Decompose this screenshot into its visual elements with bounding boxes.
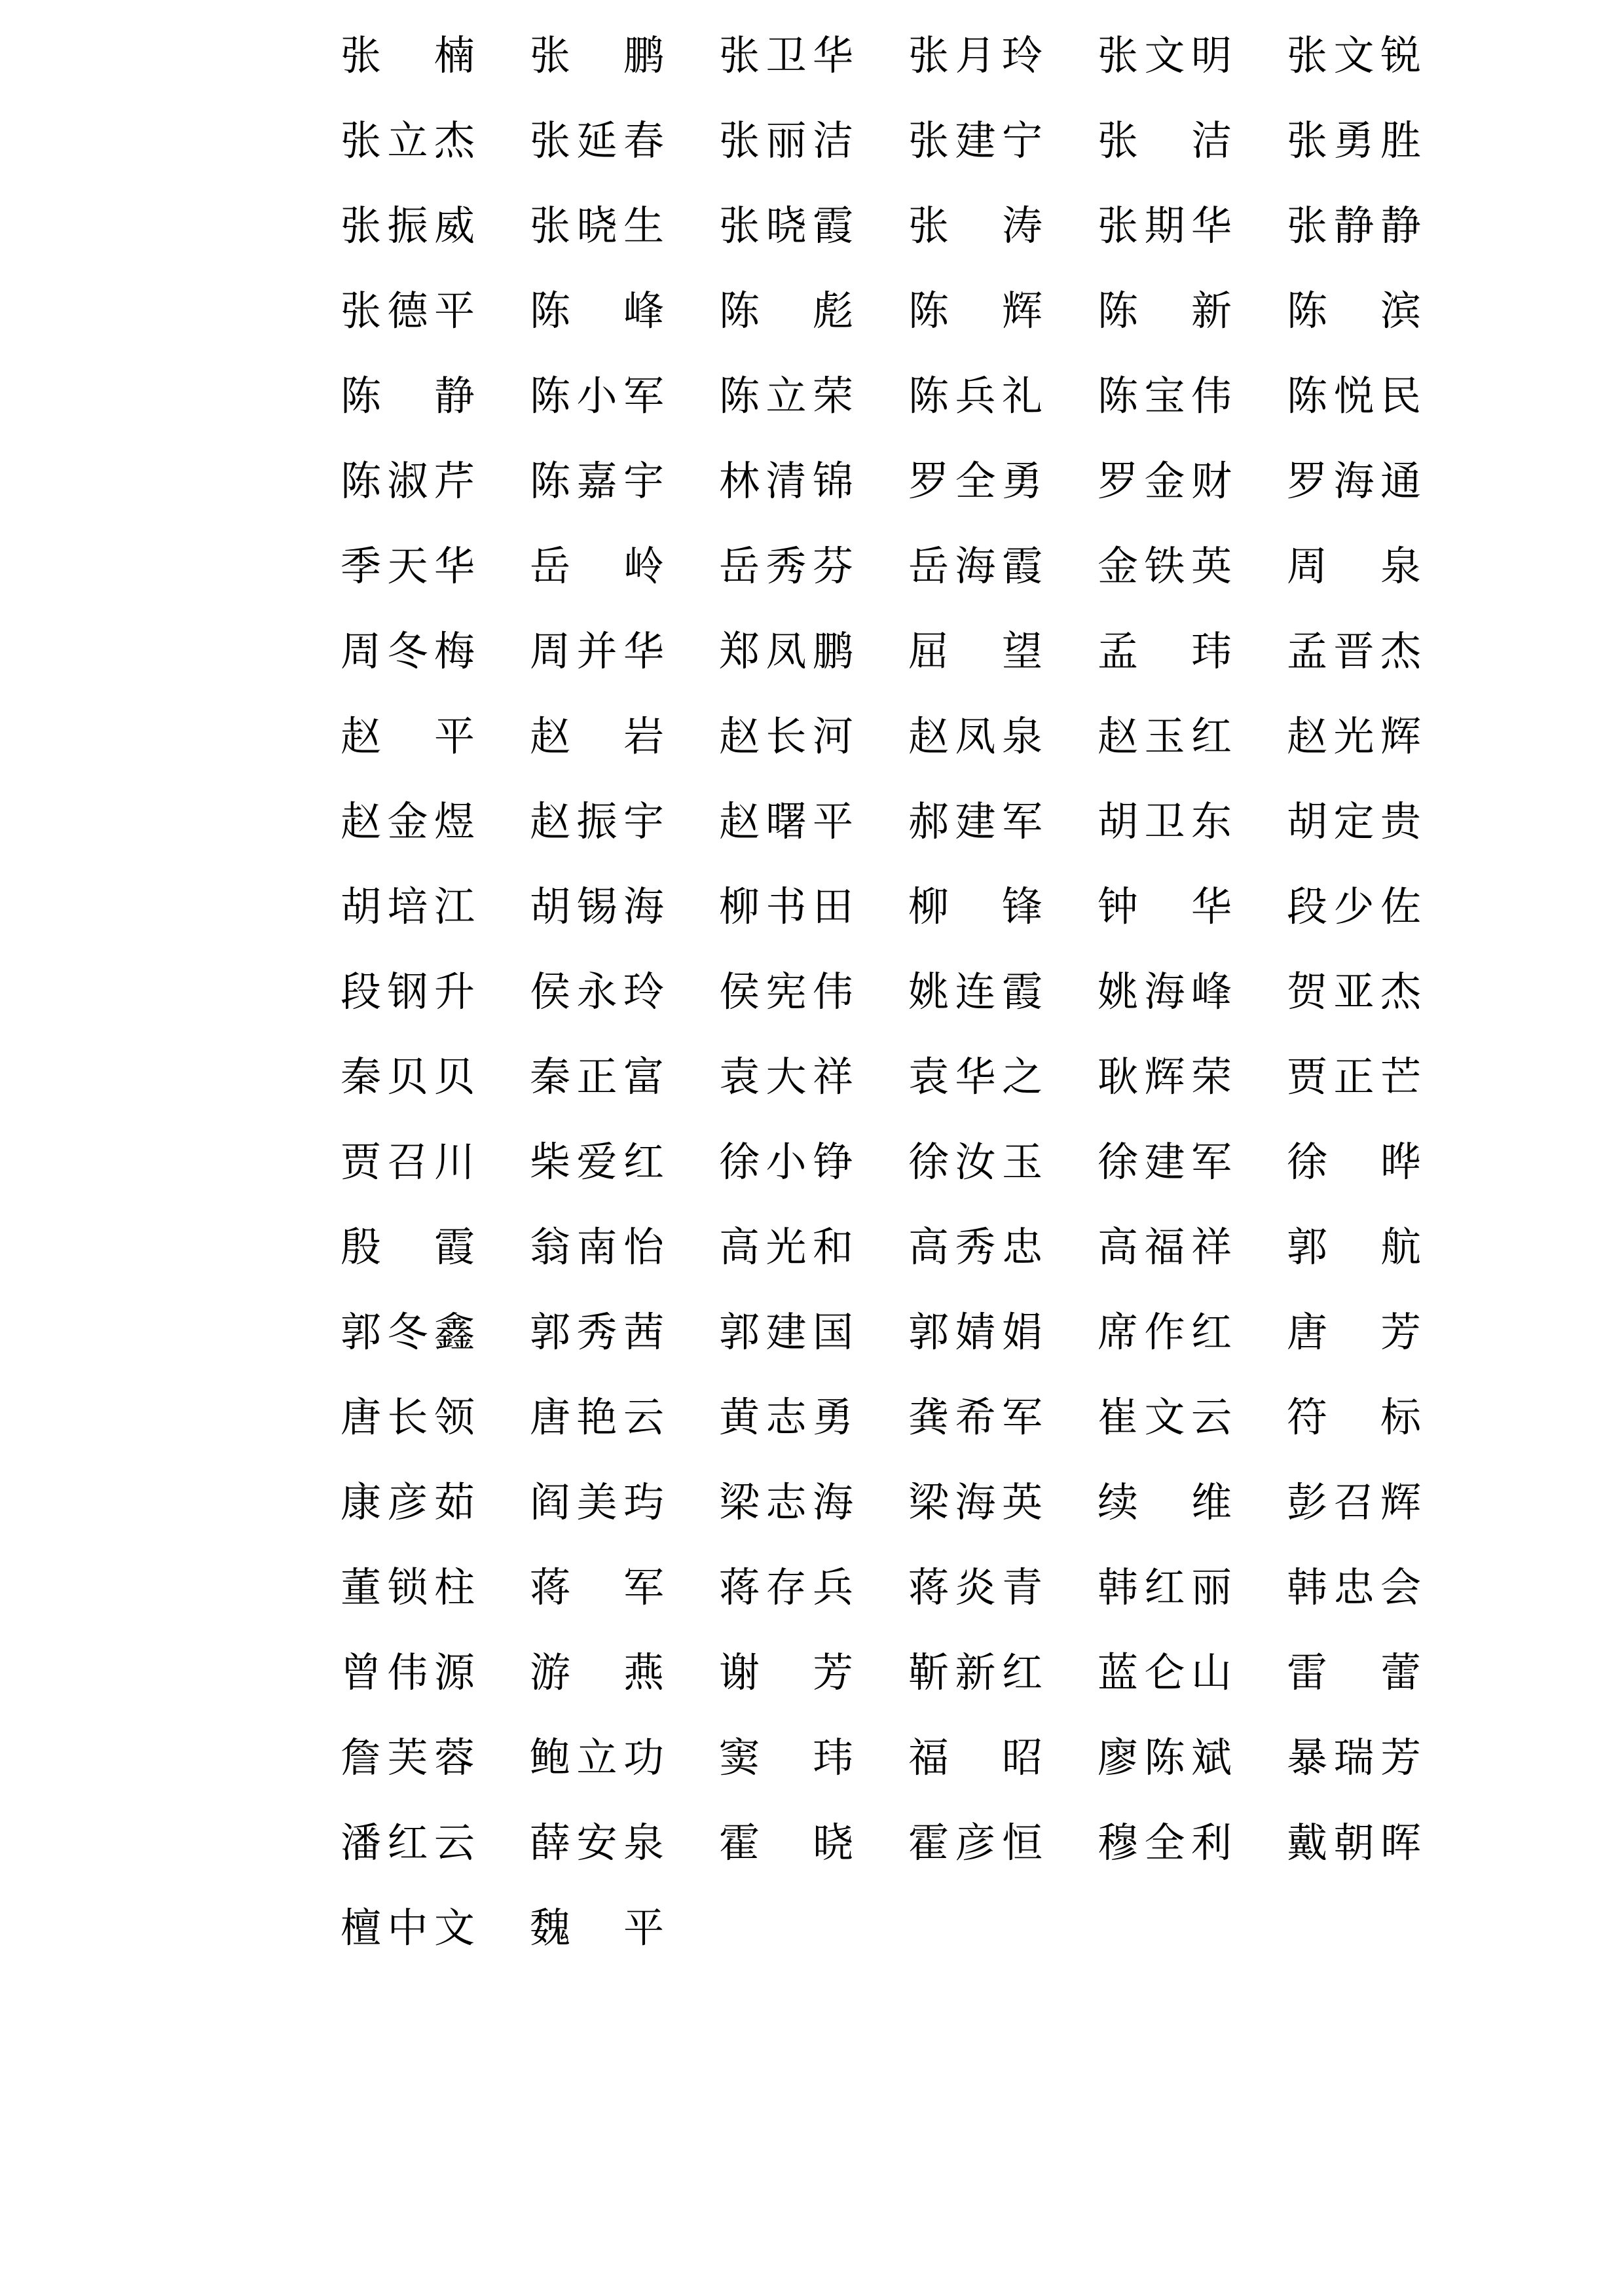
name-entry: 孟 晋 杰 [1287,627,1421,675]
name-entry: 廖 陈 斌 [1098,1734,1232,1781]
name-entry: 陈 嘉 宇 [530,457,664,505]
name-entry: 柴 爱 红 [530,1138,664,1186]
name-entry: 袁 华 之 [908,1053,1043,1101]
name-entry: 符 标 [1287,1393,1421,1441]
name-entry: 张 晓 生 [530,202,664,249]
name-entry: 秦 贝 贝 [341,1053,475,1101]
name-entry: 陈 辉 [908,287,1043,335]
name-entry: 金 铁 英 [1098,542,1232,590]
name-entry: 贺 亚 杰 [1287,968,1421,1015]
name-entry: 屈 望 [908,627,1043,675]
name-entry: 张 鹏 [530,31,664,79]
name-list [341,13,1421,1971]
name-entry: 陈 悦 民 [1287,372,1421,420]
name-entry: 张 晓 霞 [719,202,853,249]
name-entry: 段 少 佐 [1287,883,1421,930]
name-entry: 蒋 军 [530,1563,664,1611]
name-entry: 翁 南 怡 [530,1223,664,1271]
name-entry: 胡 定 贵 [1287,797,1421,845]
name-entry: 林 清 锦 [719,457,853,505]
name-entry: 赵 凤 泉 [908,712,1043,760]
name-entry: 钟 华 [1098,883,1232,930]
name-entry: 董 锁 柱 [341,1563,475,1611]
name-entry: 赵 振 宇 [530,797,664,845]
name-entry: 陈 峰 [530,287,664,335]
name-entry: 张 文 明 [1098,31,1232,79]
name-entry: 薛 安 泉 [530,1819,664,1867]
name-entry: 崔 文 云 [1098,1393,1232,1441]
name-entry: 陈 淑 芹 [341,457,475,505]
name-entry: 赵 平 [341,712,475,760]
name-row [341,1800,1421,1886]
name-entry: 鲍 立 功 [530,1734,664,1781]
name-entry: 季 天 华 [341,542,475,590]
name-entry: 福 昭 [908,1734,1043,1781]
name-entry: 岳 岭 [530,542,664,590]
name-entry: 徐 建 军 [1098,1138,1232,1186]
name-row [341,98,1421,183]
name-row [341,524,1421,609]
name-entry: 谢 芳 [719,1649,853,1696]
name-entry: 段 钢 升 [341,968,475,1015]
name-entry: 郭 建 国 [719,1308,853,1356]
name-entry: 陈 滨 [1287,287,1421,335]
name-entry: 韩 忠 会 [1287,1563,1421,1611]
name-entry: 霍 彦 恒 [908,1819,1043,1867]
name-entry: 郭 航 [1287,1223,1421,1271]
name-entry: 唐 艳 云 [530,1393,664,1441]
name-entry: 黄 志 勇 [719,1393,853,1441]
name-row [341,1290,1421,1375]
name-entry: 阎 美 玙 [530,1478,664,1526]
name-entry: 贾 正 芒 [1287,1053,1421,1101]
name-entry: 侯 永 玲 [530,968,664,1015]
name-row [341,1375,1421,1460]
name-entry: 戴 朝 晖 [1287,1819,1421,1867]
name-entry: 穆 全 利 [1098,1819,1232,1867]
name-row [341,183,1421,268]
name-entry: 郭 秀 茜 [530,1308,664,1356]
name-entry: 张 文 锐 [1287,31,1421,79]
name-entry: 高 秀 忠 [908,1223,1043,1271]
name-entry: 陈 小 军 [530,372,664,420]
name-entry: 张 楠 [341,31,475,79]
name-entry: 陈 立 荣 [719,372,853,420]
name-entry: 蒋 存 兵 [719,1563,853,1611]
name-entry: 赵 金 煜 [341,797,475,845]
name-entry: 柳 锋 [908,883,1043,930]
name-entry: 张 洁 [1098,117,1232,164]
name-entry: 蓝 仑 山 [1098,1649,1232,1696]
name-row [341,1630,1421,1715]
name-row [341,949,1421,1034]
name-entry: 魏 平 [530,1904,664,1952]
name-entry: 张 建 宁 [908,117,1043,164]
name-entry: 陈 宝 伟 [1098,372,1232,420]
name-entry: 张 月 玲 [908,31,1043,79]
name-entry: 游 燕 [530,1649,664,1696]
name-entry: 张 勇 胜 [1287,117,1421,164]
name-entry: 潘 红 云 [341,1819,475,1867]
name-entry: 靳 新 红 [908,1649,1043,1696]
name-entry: 张 德 平 [341,287,475,335]
name-entry: 曾 伟 源 [341,1649,475,1696]
name-entry: 梁 志 海 [719,1478,853,1526]
name-entry: 胡 锡 海 [530,883,664,930]
name-entry: 霍 晓 [719,1819,853,1867]
name-entry: 张 立 杰 [341,117,475,164]
name-row [341,609,1421,694]
name-entry: 蒋 炎 青 [908,1563,1043,1611]
name-row [341,694,1421,779]
name-entry: 张 丽 洁 [719,117,853,164]
name-row [341,1545,1421,1630]
name-entry: 姚 海 峰 [1098,968,1232,1015]
name-row [341,268,1421,354]
name-entry: 彭 召 辉 [1287,1478,1421,1526]
name-entry: 胡 卫 东 [1098,797,1232,845]
name-entry: 续 维 [1098,1478,1232,1526]
name-entry: 耿 辉 荣 [1098,1053,1232,1101]
name-entry: 郑 凤 鹏 [719,627,853,675]
name-entry: 袁 大 祥 [719,1053,853,1101]
name-entry: 赵 岩 [530,712,664,760]
name-entry: 高 福 祥 [1098,1223,1232,1271]
name-row [341,779,1421,864]
name-row [341,1460,1421,1545]
name-entry: 雷 蕾 [1287,1649,1421,1696]
name-entry: 康 彦 茹 [341,1478,475,1526]
name-entry: 周 并 华 [530,627,664,675]
name-row [341,1034,1421,1120]
name-entry: 张 延 春 [530,117,664,164]
name-entry: 暴 瑞 芳 [1287,1734,1421,1781]
name-entry: 高 光 和 [719,1223,853,1271]
name-entry: 陈 彪 [719,287,853,335]
name-entry: 殷 霞 [341,1223,475,1271]
name-row [341,354,1421,439]
name-entry: 徐 晔 [1287,1138,1421,1186]
name-entry: 周 泉 [1287,542,1421,590]
name-entry: 赵 玉 红 [1098,712,1232,760]
name-row [341,1886,1421,1971]
name-entry: 陈 静 [341,372,475,420]
name-entry: 张 振 威 [341,202,475,249]
name-entry: 郭 婧 娟 [908,1308,1043,1356]
name-entry: 唐 芳 [1287,1308,1421,1356]
name-entry: 周 冬 梅 [341,627,475,675]
name-entry: 张 涛 [908,202,1043,249]
name-entry: 秦 正 富 [530,1053,664,1101]
name-entry: 郭 冬 鑫 [341,1308,475,1356]
name-entry: 胡 培 江 [341,883,475,930]
name-entry: 徐 小 铮 [719,1138,853,1186]
name-entry: 陈 新 [1098,287,1232,335]
name-row [341,864,1421,949]
name-entry: 檀 中 文 [341,1904,475,1952]
name-entry: 徐 汝 玉 [908,1138,1043,1186]
name-entry: 孟 玮 [1098,627,1232,675]
name-row [341,1205,1421,1290]
name-entry: 张 期 华 [1098,202,1232,249]
name-entry: 岳 秀 芬 [719,542,853,590]
name-entry: 赵 光 辉 [1287,712,1421,760]
name-entry: 柳 书 田 [719,883,853,930]
name-entry: 郝 建 军 [908,797,1043,845]
name-entry: 梁 海 英 [908,1478,1043,1526]
name-entry: 唐 长 领 [341,1393,475,1441]
name-row [341,1120,1421,1205]
name-entry: 赵 长 河 [719,712,853,760]
name-entry: 姚 连 霞 [908,968,1043,1015]
name-entry: 罗 金 财 [1098,457,1232,505]
name-row [341,1715,1421,1800]
name-entry: 龚 希 军 [908,1393,1043,1441]
name-entry: 侯 宪 伟 [719,968,853,1015]
name-entry: 贾 召 川 [341,1138,475,1186]
name-entry: 窦 玮 [719,1734,853,1781]
name-entry: 赵 曙 平 [719,797,853,845]
name-entry: 张 卫 华 [719,31,853,79]
name-entry: 韩 红 丽 [1098,1563,1232,1611]
name-entry: 詹 芙 蓉 [341,1734,475,1781]
name-entry: 罗 海 通 [1287,457,1421,505]
name-entry: 岳 海 霞 [908,542,1043,590]
name-entry: 张 静 静 [1287,202,1421,249]
name-entry: 席 作 红 [1098,1308,1232,1356]
name-entry: 陈 兵 礼 [908,372,1043,420]
name-row [341,439,1421,524]
name-entry: 罗 全 勇 [908,457,1043,505]
name-row [341,13,1421,98]
